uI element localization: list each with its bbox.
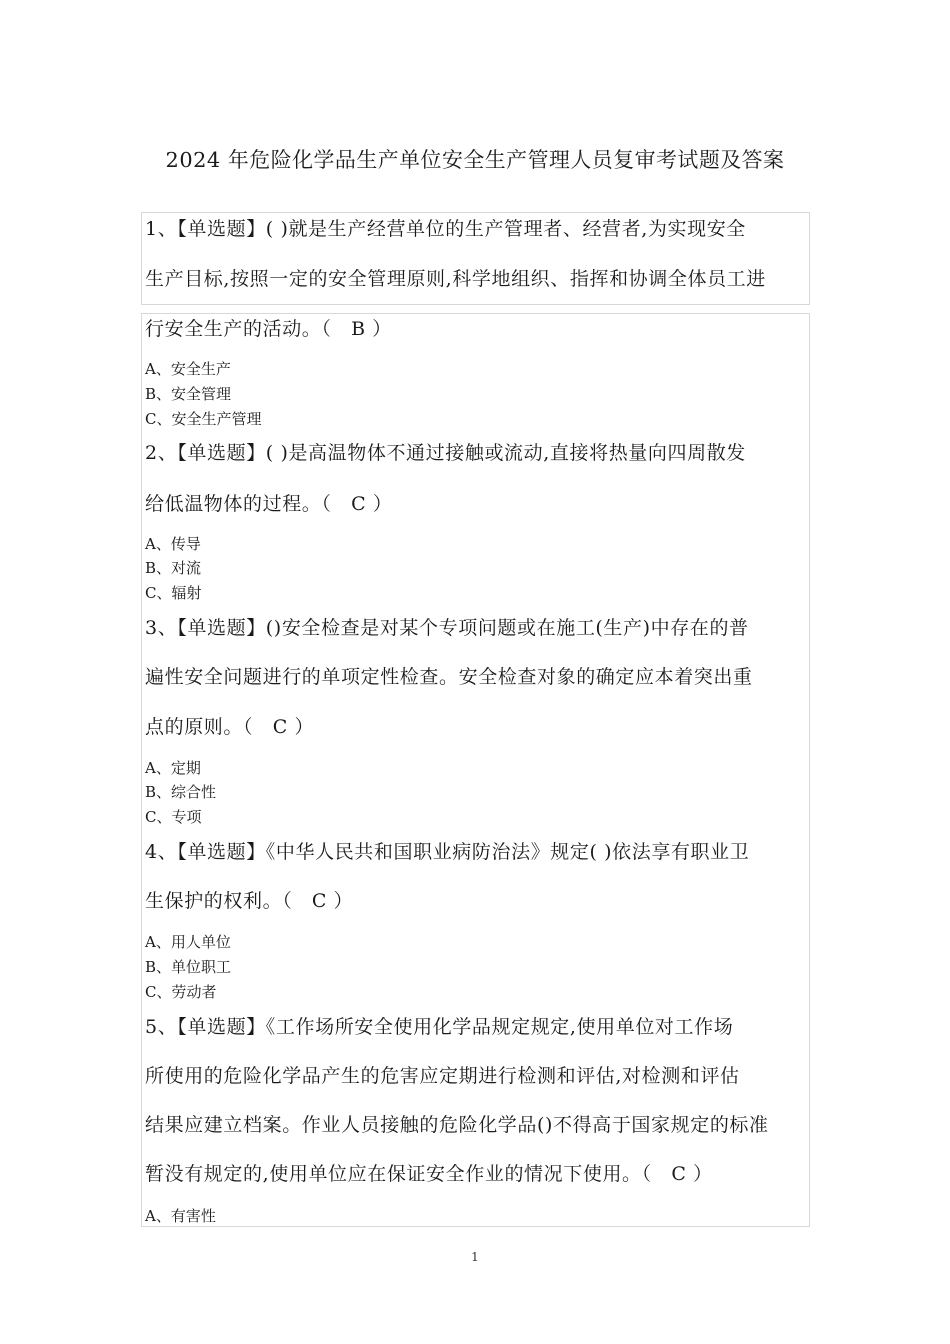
document-title: 2024 年危险化学品生产单位安全生产管理人员复审考试题及答案: [165, 148, 785, 172]
question-3-option-a: A、定期: [145, 759, 201, 777]
question-5-line-4: 暂没有规定的,使用单位应在保证安全作业的情况下使用。（ C ）: [145, 1163, 713, 1185]
question-4-line-1: 4、【单选题】《中华人民共和国职业病防治法》规定( )依法享有职业卫: [145, 841, 750, 863]
question-1-option-c: C、安全生产管理: [145, 410, 262, 428]
question-5-line-3: 结果应建立档案。作业人员接触的危险化学品()不得高于国家规定的标准: [145, 1114, 769, 1136]
question-5-line-2: 所使用的危险化学品产生的危害应定期进行检测和评估,对检测和评估: [145, 1065, 740, 1087]
question-2-option-a: A、传导: [145, 535, 201, 553]
question-4-option-a: A、用人单位: [145, 933, 231, 951]
question-2-line-2: 给低温物体的过程。（ C ）: [145, 493, 393, 515]
question-5-line-1: 5、【单选题】《工作场所安全使用化学品规定规定,使用单位对工作场: [145, 1016, 734, 1038]
question-5-option-a: A、有害性: [145, 1207, 216, 1225]
question-3-option-b: B、综合性: [145, 783, 217, 801]
question-4-option-c: C、劳动者: [145, 983, 217, 1001]
question-1-option-b: B、安全管理: [145, 385, 232, 403]
question-1-option-a: A、安全生产: [145, 360, 231, 378]
question-4-option-b: B、单位职工: [145, 958, 232, 976]
question-2-option-b: B、对流: [145, 559, 202, 577]
question-3-option-c: C、专项: [145, 808, 202, 826]
question-3-line-2: 遍性安全问题进行的单项定性检查。安全检查对象的确定应本着突出重: [145, 666, 753, 688]
question-2-line-1: 2、【单选题】( )是高温物体不通过接触或流动,直接将热量向四周散发: [145, 442, 746, 464]
question-3-line-1: 3、【单选题】()安全检查是对某个专项问题或在施工(生产)中存在的普: [145, 617, 749, 639]
page-number: 1: [471, 1250, 479, 1264]
question-1-line-3: 行安全生产的活动。（ B ）: [145, 318, 392, 340]
question-4-line-2: 生保护的权利。（ C ）: [145, 890, 354, 912]
question-1-line-1: 1、【单选题】( )就是生产经营单位的生产管理者、经营者,为实现安全: [145, 218, 746, 240]
question-3-line-3: 点的原则。（ C ）: [145, 716, 315, 738]
question-1-line-2: 生产目标,按照一定的安全管理原则,科学地组织、指挥和协调全体员工进: [145, 268, 766, 290]
question-2-option-c: C、辐射: [145, 584, 202, 602]
